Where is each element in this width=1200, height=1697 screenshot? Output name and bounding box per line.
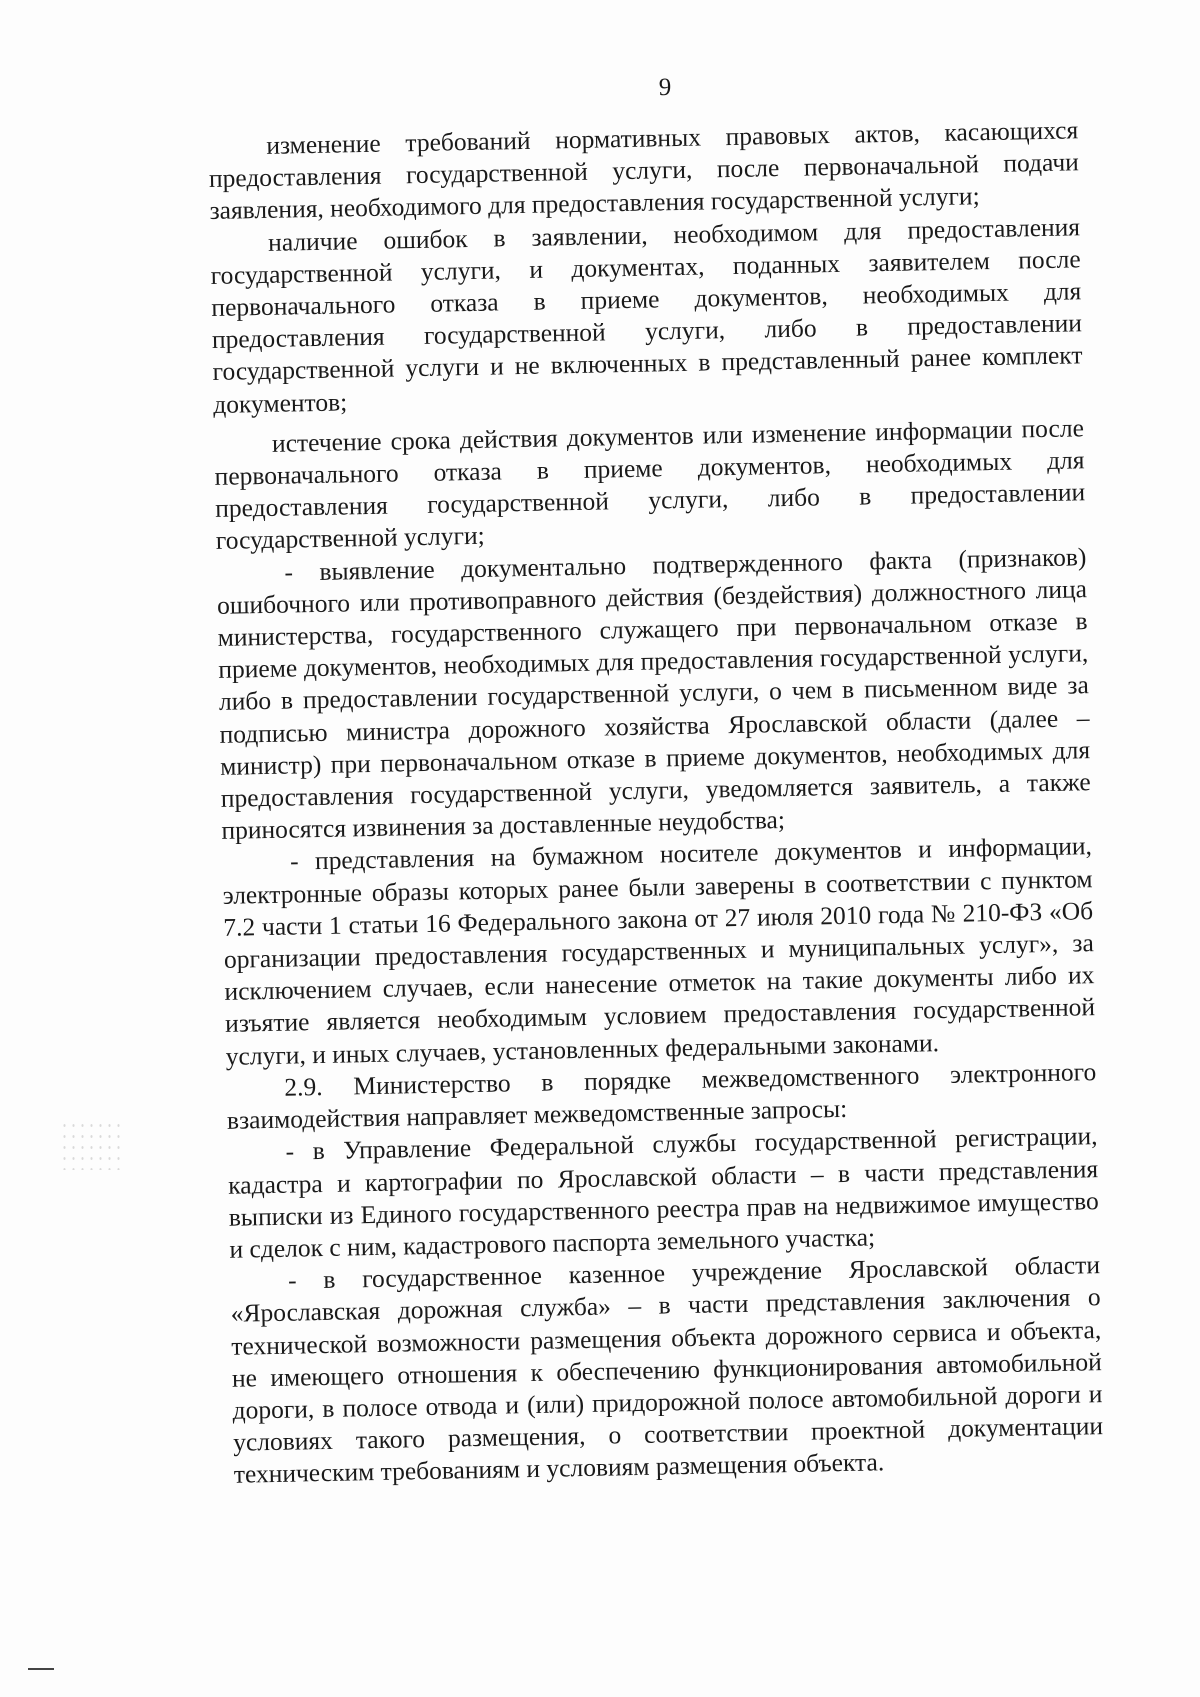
paragraph-rosreestr-request: - в Управление Федеральной службы государственной регистрации, кадастра и картографии по Ярославской области – в части представления выписки из Единого государственного реестра прав на недвижимое имущество и сделок с ним, кадастрового паспорта земельного участка; <box>227 1121 1099 1264</box>
paragraph-road-service-request: - в государственное казенное учреждение Ярославской области «Ярославская дорожная служба» – в части представления заключения о технической возможности размещения объекта дорожного сервиса и объекта, не имеющего отношения к обеспечению функционирования автомобильной дороги, в полосе отвода и (или) придорожной полосе автомобильной дороги и условиях такого размещения, о соответствии проектной документации техническим требованиям и условиям размещения объекта. <box>230 1250 1104 1490</box>
scan-noise <box>60 1120 120 1170</box>
footer-line <box>28 1668 54 1670</box>
paragraph-section-2-9: 2.9. Министерство в порядке межведомственного электронного взаимодействия направляет межведомственные запросы: <box>226 1057 1097 1135</box>
paragraph-erroneous-action: - выявление документально подтвержденного факта (признаков) ошибочного или противоправного действия (бездействия) должностного лица министерства, государственного служащего при первоначальном отказе в приеме документов, необходимых для предоставления государственной услуги, либо в предоставлении государственной услуги, о чем в письменном виде за подписью министра дорожного хозяйства Ярославской области (далее – министр) при первоначальном отказе в приеме документов, необходимых для предоставления государственной услуги, уведомляется заявитель, а также приносятся извинения за доставленные неудобства; <box>216 541 1091 846</box>
paragraph-paper-documents: - представления на бумажном носителе документов и информации, электронные образы которых ранее были заверены в соответствии с пунктом 7.2 части 1 статьи 16 Федерального закона от 27 июля 2010 года № 210-ФЗ «Об организации предоставления государственных и муниципальных услуг», за исключением случаев, если нанесение отметок на такие документы либо их изъятие является необходимым условием предоставления государственной услуги, и иных случаев, установленных федеральными законами. <box>222 831 1096 1071</box>
paragraph-requirements-change: изменение требований нормативных правовых актов, касающихся предоставления государственной услуги, после первоначальной подачи заявления, необходимого для предоставления государственной услуги; <box>208 115 1080 226</box>
paragraph-document-expiry: истечение срока действия документов или изменение информации после первоначального отказа в приеме документов, необходимых для предоставления государственной услуги, либо в предоставлении государственной услуги; <box>214 413 1086 556</box>
paragraph-errors-in-application: наличие ошибок в заявлении, необходимом для предоставления государственной услуги, и документах, поданных заявителем после первоначального отказа в приеме документов, необходимых для предоставления государственной услуги, либо в предоставлении государственной услуги и не включенных в представленный ранее комплект документов; <box>210 211 1083 419</box>
page-number: 9 <box>658 74 672 101</box>
document-body <box>208 114 1104 1491</box>
